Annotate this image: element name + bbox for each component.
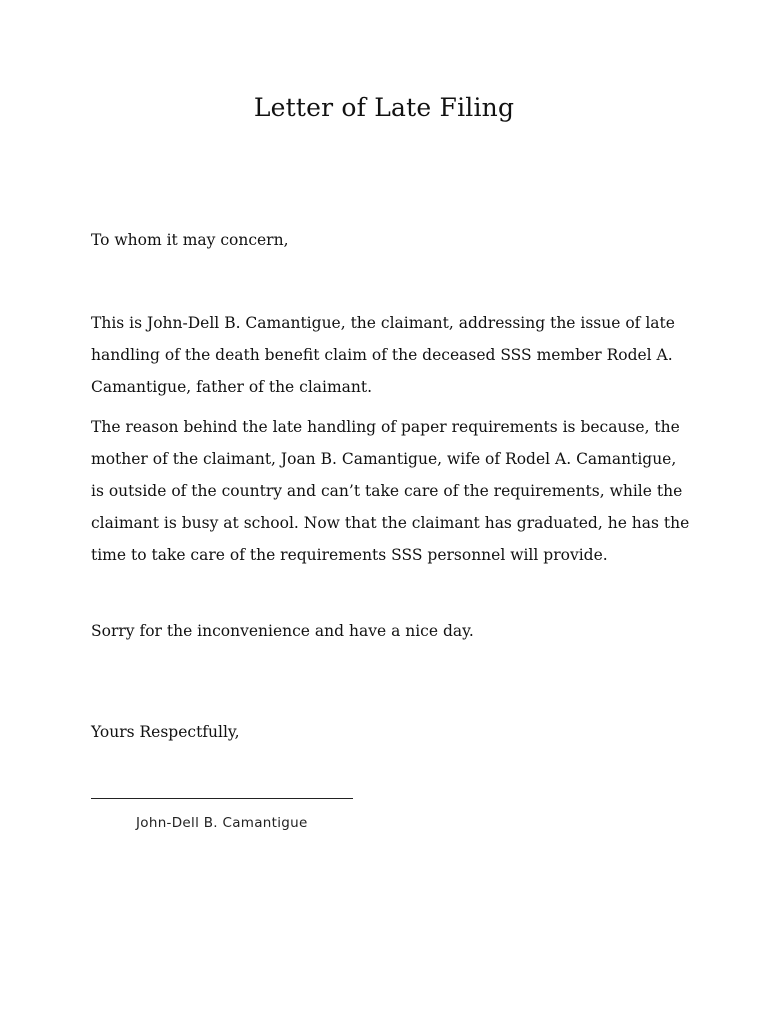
paragraph-apology: Sorry for the inconvenience and have a nice day. bbox=[91, 622, 474, 640]
paragraph-introduction: This is John-Dell B. Camantigue, the claimant, addressing the issue of late handling of the death benefit claim of the deceased SSS member Rodel A. Camantigue, father of the claimant. bbox=[91, 314, 675, 396]
letter-title: Letter of Late Filing bbox=[253, 93, 515, 122]
closing: Yours Respectfully, bbox=[91, 723, 240, 741]
signature-line bbox=[91, 798, 353, 799]
signature-name: John-Dell B. Camantigue bbox=[136, 815, 308, 831]
paragraph-reason: The reason behind the late handling of paper requirements is because, the mother of the claimant, Joan B. Camantigue, wife of Rodel A. Camantigue, is outside of the country and can’t take care of the requirements, while the claimant is busy at school. Now that the claimant has graduated, he has the time to take care of the requirements SSS personnel will provide. bbox=[91, 418, 690, 564]
greeting: To whom it may concern, bbox=[91, 231, 289, 249]
